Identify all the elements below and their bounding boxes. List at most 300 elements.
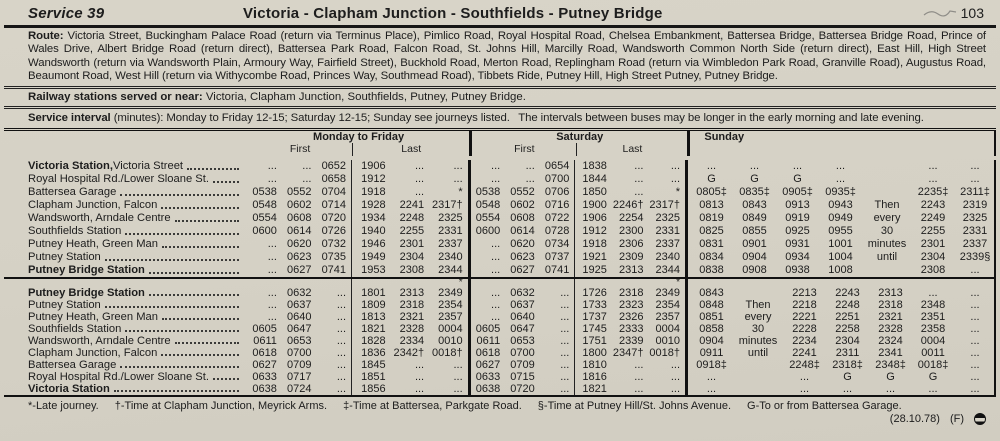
time-cell: ...: [799, 370, 810, 383]
table-row: [4, 160, 996, 173]
timetable: [4, 128, 996, 397]
time-cell: 0737: [544, 250, 570, 263]
time-cell: G: [793, 172, 802, 185]
time-cell: 0018†: [432, 346, 463, 359]
time-cell: minutes: [867, 237, 907, 250]
time-cell: 0700: [544, 172, 570, 185]
time-cell: 2328: [878, 322, 903, 335]
time-cell: 0605: [252, 322, 277, 335]
time-cell: 2340: [655, 250, 680, 263]
time-cell: ...: [491, 263, 501, 276]
time-cell: 0732: [321, 237, 347, 250]
time-cell: G: [750, 172, 759, 185]
time-cell: 1921: [582, 250, 607, 263]
time-cell: 0640: [510, 310, 535, 323]
time-cell: 1918: [361, 185, 386, 198]
time-cell: ...: [970, 172, 980, 185]
time-cell: ...: [706, 159, 717, 172]
dot-leader: [120, 194, 239, 196]
time-cell: 0627: [475, 358, 501, 371]
time-cell: ...: [970, 370, 980, 383]
time-cell: [733, 279, 783, 287]
time-cell: 1810: [582, 358, 607, 371]
time-cell: ...: [414, 172, 425, 185]
station-cell: Wandsworth, Arndale Centre: [4, 212, 247, 225]
time-cell: ...: [970, 382, 980, 395]
time-cell: ...: [491, 250, 501, 263]
time-cell: 1813: [361, 310, 386, 323]
time-cell: ...: [491, 172, 501, 185]
time-cell: *: [675, 185, 680, 198]
time-cell: 2325: [438, 211, 463, 224]
time-cell: 0911: [699, 346, 724, 359]
timetable-body: [4, 156, 996, 395]
time-cell: 0918‡: [696, 358, 727, 371]
time-cell: 0726: [321, 224, 347, 237]
time-cell: 0955: [828, 224, 853, 237]
dot-leader: [125, 233, 239, 235]
time-cell: 2243: [920, 198, 946, 211]
station-header-spacer: [4, 143, 248, 156]
time-cell: ...: [634, 185, 644, 198]
time-cell: ...: [970, 298, 980, 311]
time-cell: 0724: [286, 382, 312, 395]
time-cell: ...: [560, 370, 570, 383]
time-cell: 2317†: [432, 198, 463, 211]
time-cell: 0819: [699, 211, 724, 224]
time-cell: 0552: [510, 185, 535, 198]
time-cell: ...: [885, 382, 896, 395]
time-cell: 2248‡: [789, 358, 820, 371]
time-cell: 1745: [582, 322, 607, 335]
header-sunday: Sunday: [687, 131, 996, 143]
time-cell: 2234: [792, 334, 817, 347]
time-cell: ...: [491, 159, 501, 172]
time-cell: ...: [670, 172, 680, 185]
time-cell: ...: [302, 172, 312, 185]
footnote-item: ‡-Time at Battersea, Parkgate Road.: [343, 399, 522, 412]
time-cell: 0638: [252, 382, 277, 395]
time-cell: 0614: [286, 224, 312, 237]
time-cell: 0851: [699, 310, 724, 323]
time-cell: ...: [970, 263, 980, 276]
time-cell: 0938: [785, 263, 810, 276]
dot-leader: [120, 366, 239, 368]
time-cell: ...: [928, 286, 938, 299]
time-cell: 2344: [438, 263, 463, 276]
railway-line: [4, 90, 996, 106]
time-cell: 2354: [438, 298, 463, 311]
time-cell: 0608: [510, 211, 535, 224]
time-cell: 0538: [475, 185, 501, 198]
time-cell: [862, 173, 912, 186]
time-cell: 1001: [828, 237, 853, 250]
time-cell: ...: [970, 346, 980, 359]
time-cell: ...: [453, 159, 463, 172]
time-cell: 2246†: [612, 198, 644, 211]
time-cell: 1821: [361, 322, 386, 335]
time-cell: ...: [525, 172, 535, 185]
time-cell: 1949: [361, 250, 386, 263]
station-cell: Battersea Garage: [4, 359, 247, 371]
time-cell: 0638: [475, 382, 501, 395]
time-cell: ...: [267, 263, 277, 276]
time-cell: ...: [634, 172, 644, 185]
time-cell: [733, 371, 783, 383]
time-cell: every: [744, 310, 772, 323]
time-cell: ...: [267, 250, 277, 263]
time-cell: 0653: [510, 334, 535, 347]
time-cell: 0608: [286, 211, 312, 224]
time-cell: 2347†: [612, 346, 644, 359]
time-cell: ...: [336, 334, 347, 347]
time-cell: 2334: [399, 334, 425, 347]
station-cell: Victoria Station: [4, 383, 247, 395]
time-cell: 1845: [361, 358, 386, 371]
interval-label: Service interval: [28, 112, 111, 125]
time-cell: minutes: [738, 334, 778, 347]
time-cell: ...: [560, 310, 570, 323]
station-cell: Clapham Junction, Falcon: [4, 199, 247, 212]
time-cell: 0834: [699, 250, 724, 263]
time-cell: 0004: [655, 322, 680, 335]
time-cell: 0720: [510, 382, 535, 395]
time-cell: 2339§: [959, 250, 991, 263]
time-cell: 2313: [399, 286, 425, 299]
time-cell: ...: [835, 159, 846, 172]
time-cell: ...: [928, 172, 938, 185]
route-label: Route:: [28, 30, 64, 42]
table-row: [4, 225, 996, 238]
time-cell: ...: [414, 185, 425, 198]
time-cell: 0813: [699, 198, 724, 211]
time-cell: 0618: [475, 346, 501, 359]
header-sat-last: Last: [576, 143, 687, 156]
time-cell: 0908: [742, 263, 767, 276]
time-cell: 0831: [699, 237, 724, 250]
time-cell: 0611: [476, 334, 501, 347]
header-mf-last: Last: [352, 143, 469, 156]
time-cell: 2304: [399, 250, 425, 263]
time-cell: ...: [336, 322, 347, 335]
time-cell: 1906: [582, 211, 607, 224]
time-cell: 2341: [878, 346, 903, 359]
time-cell: 0633: [252, 370, 277, 383]
interval-text: (minutes): Monday to Friday 12-15; Saturday 12-15; Sunday see journeys listed. The intervals between buses may be longer in the early morning and late evening.: [110, 112, 924, 125]
time-cell: ...: [970, 310, 980, 323]
time-cell: 2319: [962, 198, 988, 211]
time-cell: 1838: [582, 159, 607, 172]
time-cell: 0700: [286, 346, 312, 359]
time-cell: 1912: [361, 172, 386, 185]
time-cell: 1918: [582, 237, 607, 250]
time-cell: 0849: [742, 211, 767, 224]
table-row: [4, 371, 996, 383]
timetable-section-2: [4, 277, 996, 395]
interval-paragraph: [4, 110, 996, 126]
table-row: [4, 264, 996, 277]
table-row: [4, 199, 996, 212]
time-cell: 2340: [438, 250, 463, 263]
time-cell: 0627: [252, 358, 277, 371]
time-cell: 0627: [510, 263, 535, 276]
time-cell: 0838: [699, 263, 724, 276]
time-cell: 0010: [655, 334, 680, 347]
time-cell: ...: [670, 159, 680, 172]
time-cell: 0720: [321, 211, 347, 224]
time-cell: 2337: [962, 237, 988, 250]
time-cell: Then: [745, 298, 771, 311]
dot-leader: [105, 259, 240, 261]
time-cell: 0934: [785, 250, 810, 263]
time-cell: [471, 279, 506, 287]
railway-text: Victoria, Clapham Junction, Southfields, Putney, Putney Bridge.: [202, 90, 526, 103]
time-cell: ...: [560, 286, 570, 299]
time-cell: 2249: [920, 211, 946, 224]
time-cell: G: [928, 370, 938, 383]
table-row: [4, 287, 996, 299]
time-cell: 0640: [286, 310, 312, 323]
time-cell: 0715: [510, 370, 535, 383]
time-cell: [690, 279, 733, 287]
footnote-item: §-Time at Putney Hill/St. Johns Avenue.: [537, 399, 732, 412]
time-cell: 2311: [835, 346, 860, 359]
time-cell: [862, 186, 912, 199]
time-cell: 2258: [835, 322, 860, 335]
time-cell: 2248: [835, 298, 860, 311]
time-cell: 1008: [828, 263, 853, 276]
dot-leader: [175, 220, 240, 222]
time-cell: ...: [560, 334, 570, 347]
header-sat-first: First: [469, 143, 576, 156]
time-cell: 0722: [544, 211, 570, 224]
time-cell: 0620: [286, 237, 312, 250]
time-cell: 0010: [438, 334, 463, 347]
time-cell: [733, 359, 783, 371]
time-cell: 1836: [361, 346, 386, 359]
station-cell: Victoria Station, Victoria Street: [4, 160, 247, 173]
dot-leader: [149, 294, 239, 296]
station-cell: Putney Heath, Green Man: [4, 311, 247, 323]
time-cell: 2358: [920, 322, 946, 335]
time-cell: ...: [970, 334, 980, 347]
time-cell: 2331: [655, 224, 680, 237]
date-block: [890, 413, 986, 426]
station-cell: [4, 279, 247, 287]
table-row: [4, 323, 996, 335]
time-cell: ...: [414, 370, 425, 383]
time-cell: 0735: [321, 250, 347, 263]
time-cell: ...: [634, 370, 644, 383]
time-cell: ...: [453, 382, 463, 395]
time-cell: 0538: [252, 185, 277, 198]
time-cell: G: [886, 370, 895, 383]
time-cell: 1946: [361, 237, 386, 250]
time-cell: ...: [302, 159, 312, 172]
time-cell: ...: [560, 298, 570, 311]
service-number: Service 39: [28, 5, 105, 22]
time-cell: 2304: [920, 250, 946, 263]
time-cell: *: [458, 185, 463, 198]
time-cell: 2326: [618, 310, 644, 323]
station-cell: Putney Heath, Green Man: [4, 238, 247, 251]
time-cell: 30: [751, 322, 765, 335]
time-cell: 0611: [253, 334, 277, 347]
time-cell: 0552: [286, 185, 312, 198]
time-cell: 1733: [582, 298, 607, 311]
time-cell: 0627: [286, 263, 312, 276]
time-cell: ...: [842, 382, 853, 395]
time-cell: 2228: [792, 322, 817, 335]
pencil-scribble-icon: [923, 8, 957, 18]
time-cell: 2333: [618, 322, 644, 335]
time-cell: 2324: [878, 334, 903, 347]
time-cell: 1928: [361, 198, 386, 211]
time-cell: ...: [453, 358, 463, 371]
time-cell: ...: [560, 358, 570, 371]
time-cell: ...: [970, 286, 980, 299]
time-cell: 2213: [792, 286, 817, 299]
time-cell: 0904: [699, 334, 724, 347]
time-cell: 0637: [286, 298, 312, 311]
dot-leader: [213, 378, 239, 380]
dot-leader: [175, 342, 240, 344]
time-cell: ...: [560, 322, 570, 335]
time-cell: 0825: [699, 224, 724, 237]
time-cell: 0709: [510, 358, 535, 371]
time-cell: 0858: [699, 322, 724, 335]
time-cell: 2344: [655, 263, 680, 276]
time-cell: ...: [336, 286, 347, 299]
time-cell: [612, 279, 649, 287]
time-cell: 2301: [920, 237, 946, 250]
time-cell: ...: [336, 298, 347, 311]
time-cell: 0805‡: [696, 185, 727, 198]
time-cell: 0904: [742, 250, 767, 263]
time-cell: 2308: [920, 263, 946, 276]
time-cell: 2337: [655, 237, 680, 250]
dot-leader: [149, 272, 239, 274]
time-cell: every: [873, 211, 901, 224]
time-cell: 0734: [544, 237, 570, 250]
masthead: [4, 3, 996, 23]
table-row: [4, 383, 996, 395]
time-cell: 2357: [655, 310, 680, 323]
time-cell: 0925: [785, 224, 810, 237]
time-cell: [352, 279, 391, 287]
page-title: Victoria - Clapham Junction - Southfields - Putney Bridge: [243, 5, 663, 22]
time-cell: 0935‡: [825, 185, 856, 198]
time-cell: ...: [792, 159, 803, 172]
time-cell: 0706: [544, 185, 570, 198]
timetable-day-header: [4, 131, 996, 143]
time-cell: 2349: [655, 286, 680, 299]
time-cell: ...: [414, 382, 425, 395]
time-cell: 0741: [544, 263, 570, 276]
header-mf-first: First: [289, 142, 311, 155]
time-cell: [282, 279, 317, 287]
time-cell: 0647: [286, 322, 312, 335]
time-cell: 2331: [438, 224, 463, 237]
time-cell: ...: [414, 159, 425, 172]
time-cell: 2221: [792, 310, 817, 323]
time-cell: 0919: [785, 211, 810, 224]
dot-leader: [213, 181, 239, 183]
time-cell: 1726: [582, 286, 607, 299]
time-cell: 1856: [361, 382, 386, 395]
time-cell: 2241: [399, 198, 425, 211]
time-cell: ...: [670, 370, 680, 383]
dot-leader: [161, 354, 239, 356]
time-cell: 2323: [618, 298, 644, 311]
time-cell: 0618: [252, 346, 277, 359]
time-cell: 1940: [361, 224, 386, 237]
table-row: [4, 299, 996, 311]
time-cell: 0018†: [649, 346, 680, 359]
time-cell: 0741: [321, 263, 347, 276]
dot-leader: [162, 318, 239, 320]
time-cell: Then: [874, 198, 900, 211]
time-cell: 0714: [321, 198, 347, 211]
time-cell: ...: [970, 322, 980, 335]
time-cell: 2218: [792, 298, 817, 311]
station-cell: Southfields Station: [4, 323, 247, 335]
print-date: (28.10.78): [889, 412, 940, 425]
time-cell: ...: [491, 298, 501, 311]
station-cell: Battersea Garage: [4, 186, 247, 199]
time-cell: 0623: [510, 250, 535, 263]
time-cell: 2337: [438, 237, 463, 250]
time-cell: 1801: [361, 286, 386, 299]
footnote-text: [28, 400, 933, 413]
header-saturday: Saturday: [469, 131, 687, 143]
time-cell: 2318: [618, 286, 644, 299]
time-cell: 0704: [321, 185, 347, 198]
table-row: [4, 359, 996, 371]
time-cell: ...: [267, 237, 277, 250]
table-row: [4, 173, 996, 186]
time-cell: 0913: [785, 198, 810, 211]
time-cell: 2342†: [393, 346, 425, 359]
time-cell: 1925: [582, 263, 607, 276]
sunday-header-spacer: [687, 143, 996, 156]
time-cell: 2357: [438, 310, 463, 323]
time-cell: 2308: [399, 263, 425, 276]
time-cell: [783, 279, 826, 287]
time-cell: 2255: [920, 224, 946, 237]
time-cell: ...: [706, 382, 717, 395]
time-cell: ...: [560, 346, 570, 359]
time-cell: [733, 383, 783, 395]
time-cell: 0728: [544, 224, 570, 237]
time-cell: ...: [634, 358, 644, 371]
time-cell: G: [843, 370, 852, 383]
station-cell: Clapham Junction, Falcon: [4, 347, 247, 359]
time-cell: ...: [267, 159, 277, 172]
time-cell: 2351: [920, 310, 946, 323]
time-cell: 2306: [618, 237, 644, 250]
header-monday-to-friday: Monday to Friday: [313, 130, 405, 143]
time-cell: 0633: [475, 370, 501, 383]
time-cell: 1816: [582, 370, 607, 383]
time-cell: 0843: [699, 286, 724, 299]
time-cell: ...: [491, 286, 501, 299]
time-cell: ...: [267, 310, 277, 323]
table-row: [4, 186, 996, 199]
time-cell: 0605: [475, 322, 501, 335]
time-cell: [912, 279, 954, 287]
time-cell: 1953: [361, 263, 386, 276]
